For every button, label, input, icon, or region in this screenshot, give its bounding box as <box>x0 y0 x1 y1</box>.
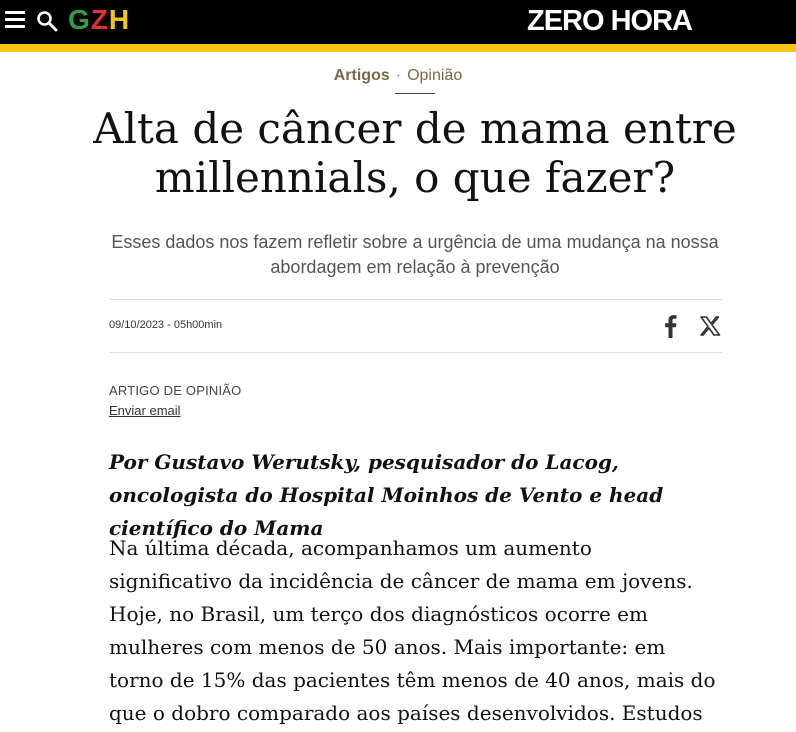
gzh-logo[interactable] <box>68 5 130 35</box>
breadcrumb-separator: · <box>395 67 402 84</box>
gzh-logo-g: G <box>68 4 91 35</box>
publish-date: 09/10/2023 - 05h00min <box>109 319 223 331</box>
category-link[interactable]: Artigos <box>333 67 390 84</box>
top-bar <box>0 0 796 44</box>
section-divider <box>395 93 435 94</box>
send-email-link[interactable]: Enviar email <box>109 403 181 418</box>
gzh-logo-z: Z <box>90 4 109 35</box>
gzh-logo-h: H <box>108 4 131 35</box>
article-type-label: ARTIGO DE OPINIÃO <box>109 383 242 398</box>
meta-divider-bottom <box>109 352 722 353</box>
article-body: Na última década, acompanhamos um aumento significativo da incidência de câncer de mama em jovens. Hoje, no Brasil, um terço dos diagnósticos ocorre em mulheres com menos de 50 anos. Mais importante: em torno de 15% das pacientes têm menos de 40 anos, mais do que o dobro comparado aos países desenvolvidos. Estudos <box>109 536 716 725</box>
accent-stripe <box>0 44 796 52</box>
author-byline: Por Gustavo Werutsky, pesquisador do Lacog, oncologista do Hospital Moinhos de Vento e head científico do Mama <box>109 450 664 540</box>
x-icon[interactable] <box>699 315 721 337</box>
meta-divider-top <box>109 299 722 300</box>
zerohora-logo[interactable]: ZERO HORA <box>527 5 692 37</box>
subcategory-link[interactable]: Opinião <box>407 67 463 84</box>
article-title: Alta de câncer de mama entre millennials, o que fazer? <box>93 104 737 202</box>
facebook-icon[interactable] <box>660 314 680 338</box>
menu-icon[interactable] <box>5 11 25 31</box>
breadcrumb <box>0 66 796 86</box>
article-subtitle: Esses dados nos fazem refletir sobre a urgência de uma mudança na nossa abordagem em relação à prevenção <box>111 232 719 277</box>
search-icon[interactable] <box>35 9 59 33</box>
